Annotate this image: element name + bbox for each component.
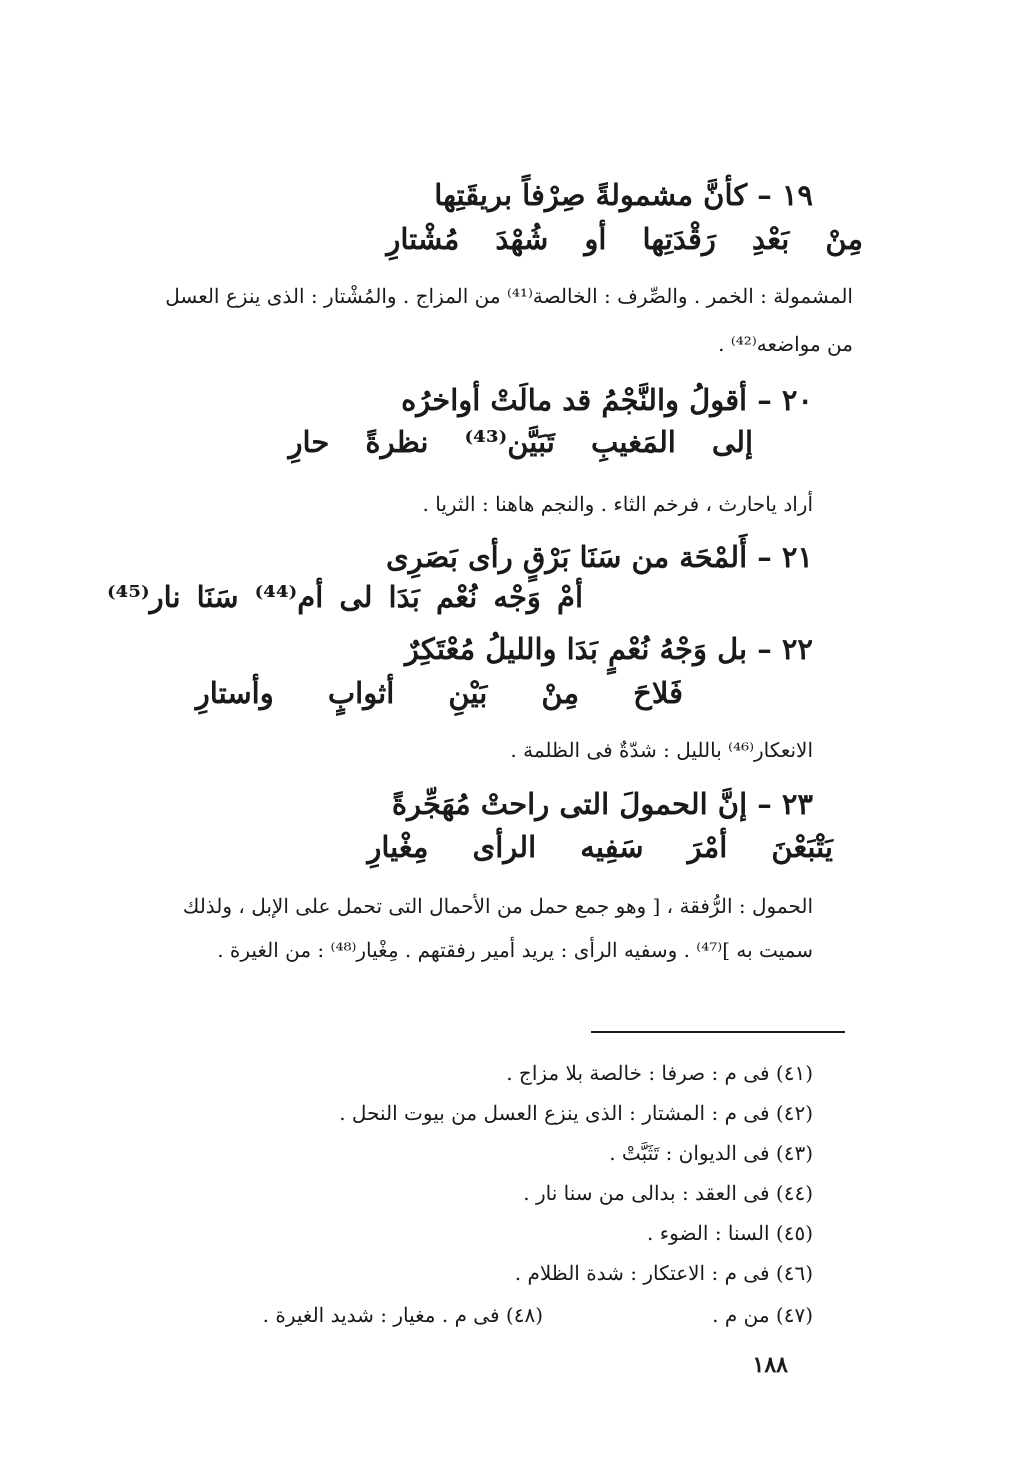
verse-19-second-hemistich: مِنْ بَعْدِ رَقْدَتِها أو شُهْدَ مُشْتارِ [386, 222, 863, 256]
verse-23-first-hemistich [392, 787, 813, 821]
verse-text: إنَّ الحمولَ التى راحتْ مُهَجِّرةً [391, 787, 748, 821]
verse-22-first-hemistich [405, 632, 813, 666]
verse-23-second-hemistich: يَتْبَعْنَ أمْرَ سَفِيه الرأى مِغْيارِ [367, 830, 833, 864]
commentary-line: الحمول : الرُّفقة ، [ وهو جمع حمل من الأحمال التى تحمل على الإبل ، ولذلك [182, 894, 813, 918]
footnote: (٤٥) السنا : الضوء . [647, 1221, 813, 1245]
verse-text: أَلمْحَة من سَنَا بَرْقٍ رأى بَصَرِى [385, 540, 748, 574]
verse-22-second-hemistich: فَلاحَ مِنْ بَيْنِ أثوابٍ وأستارِ [195, 676, 683, 710]
footnote: (٤٣) فى الديوان : تَثَبَّتْ . [609, 1141, 813, 1165]
footnote: (٤٢) فى م : المشتار : الذى ينزع العسل من بيوت النحل . [339, 1101, 813, 1125]
verse-number: ١٩ – [757, 178, 813, 212]
footnote: (٤٨) فى م . مغيار : شديد الغيرة . [262, 1303, 543, 1327]
footnote: (٤٤) فى العقد : بدالى من سنا نار . [523, 1181, 813, 1205]
verse-number: ٢٣ – [757, 787, 813, 821]
verse-text: كأنَّ مشمولةً صِرْفاً بريقَتِها [434, 178, 748, 212]
verse-number: ٢٠ – [757, 383, 813, 417]
verse-text: أقولُ والنَّجْمُ قد مالَتْ أواخرُه [401, 383, 748, 417]
footnote: (٤١) فى م : صرفا : خالصة بلا مزاج . [506, 1061, 813, 1085]
verse-20-first-hemistich [401, 383, 813, 417]
verse-number: ٢٢ – [757, 632, 813, 666]
commentary-line: المشمولة : الخمر . والصِّرف : الخالصة⁽⁴¹⁾ من المزاج . والمُشْتار : الذى ينزع العسل [165, 284, 853, 308]
verse-20-second-hemistich: إلى المَغيبِ تَبَيَّن⁽⁴³⁾ نظرةً حارِ [288, 425, 753, 459]
commentary-line: من مواضعه⁽⁴²⁾ . [718, 332, 853, 356]
verse-number: ٢١ – [757, 540, 813, 574]
footnote-divider [591, 1031, 845, 1033]
verse-text: بل وَجْهُ نُعْمٍ بَدَا والليلُ مُعْتَكِرٌ [404, 632, 748, 666]
verse-21-first-hemistich [386, 540, 813, 574]
verse-21-second-hemistich: أمْ وَجْه نُعْم بَدَا لى أم⁽⁴⁴⁾ سَنَا نار⁽⁴⁵⁾ [106, 580, 583, 614]
page-number: ١٨٨ [752, 1352, 788, 1378]
verse-19-first-hemistich [434, 178, 813, 212]
commentary-line: سميت به ]⁽⁴⁷⁾ . وسفيه الرأى : يريد أمير رفقتهم . مِغْيار⁽⁴⁸⁾ : من الغيرة . [217, 938, 813, 962]
footnote: (٤٧) من م . [712, 1303, 813, 1327]
footnote: (٤٦) فى م : الاعتكار : شدة الظلام . [514, 1261, 813, 1285]
commentary-line: الانعكار⁽⁴⁶⁾ بالليل : شدّةٌ فى الظلمة . [510, 738, 813, 762]
commentary-line: أراد ياحارث ، فرخم الثاء . والنجم هاهنا : الثريا . [422, 492, 813, 516]
